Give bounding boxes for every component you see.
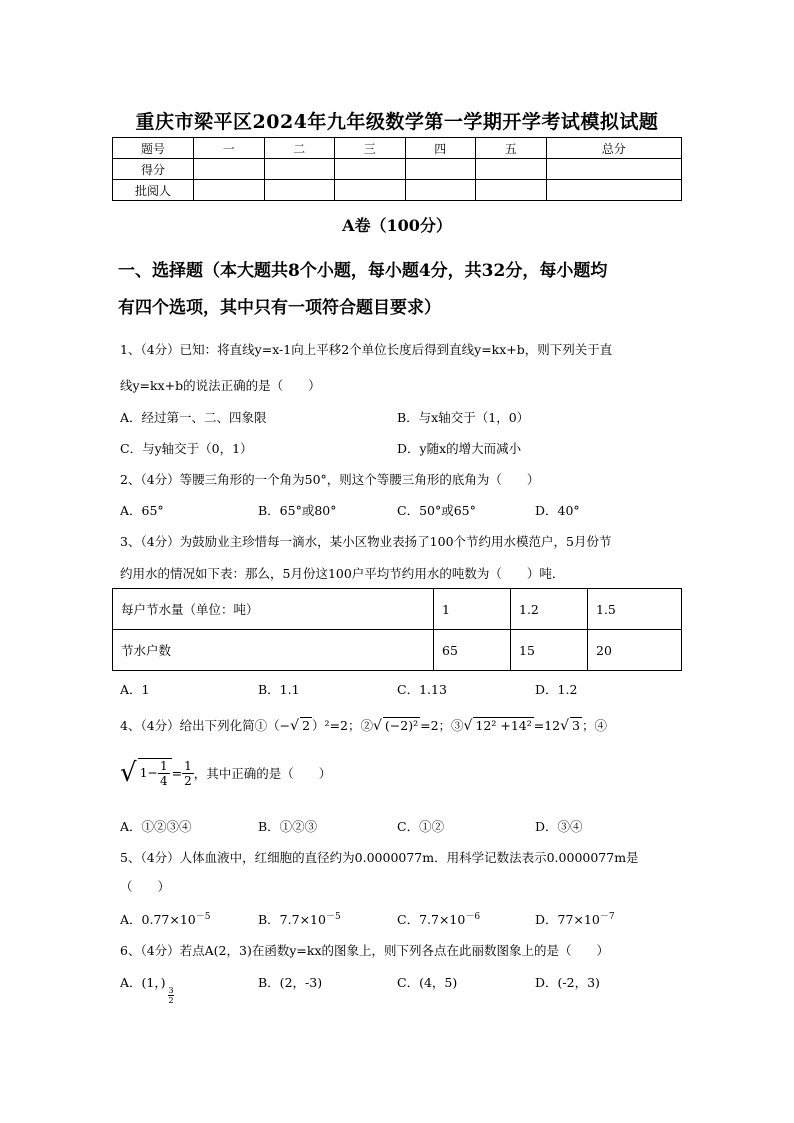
score-cell xyxy=(476,180,547,201)
score-cell xyxy=(546,180,682,201)
q2-option-d: D．40° xyxy=(535,503,580,518)
q6-small-fraction xyxy=(168,986,174,1005)
score-cell xyxy=(194,180,265,201)
score-cell xyxy=(335,159,406,180)
score-cell xyxy=(264,159,335,180)
score-cell xyxy=(194,159,265,180)
score-header-cell: 一 xyxy=(194,138,265,159)
water-table-row xyxy=(113,589,682,630)
fraction-numerator: 1 xyxy=(184,758,192,773)
q5-option-text: D．77×10 xyxy=(535,912,600,928)
score-cell xyxy=(405,180,476,201)
score-table-row xyxy=(113,180,682,201)
q4-text: = xyxy=(171,765,183,781)
q5-stem-line-2: （ ） xyxy=(120,879,171,894)
section-heading-line-2: 有四个选项，其中只有一项符合题目要求） xyxy=(118,298,441,318)
q4-option-a: A．①②③④ xyxy=(120,819,192,834)
score-header-cell: 五 xyxy=(476,138,547,159)
q2-option-a: A．65° xyxy=(120,503,164,518)
section-a-heading: A卷（100分） xyxy=(342,216,452,235)
radical-icon: √ xyxy=(463,718,473,734)
q5-option-b xyxy=(258,909,341,928)
score-table-header-row xyxy=(113,138,682,159)
q5-exponent: －5 xyxy=(195,912,211,922)
q6-option-c: C．(4，5) xyxy=(397,975,458,990)
q5-stem-line-1: 5、（4分）人体血液中，红细胞的直径约为0.0000077m．用科学记数法表示0.0000077m是 xyxy=(120,850,639,865)
fraction-denominator: 2 xyxy=(184,773,192,788)
water-table-row xyxy=(113,630,682,671)
water-saving-table xyxy=(112,588,682,671)
q4-radicand: 3 xyxy=(572,718,580,733)
q3-option-d: D．1.2 xyxy=(535,682,578,697)
q1-option-c: C．与y轴交于（0，1） xyxy=(120,441,253,456)
q1-option-d: D．y随x的增大而减小 xyxy=(397,441,522,456)
fraction-numerator: 3 xyxy=(168,986,174,995)
section-heading-line-1: 一、选择题（本大题共8个小题，每小题4分，共32分，每小题均 xyxy=(118,261,608,281)
q4-stem-line-2 xyxy=(120,758,331,788)
water-table-cell: 1 xyxy=(434,589,511,630)
q4-option-c: C．①② xyxy=(397,819,445,834)
fraction xyxy=(158,759,170,788)
q5-option-text: B．7.7×10 xyxy=(258,912,326,928)
water-table-cell: 1.2 xyxy=(511,589,588,630)
score-header-cell: 题号 xyxy=(113,138,194,159)
q4-radicand xyxy=(138,758,172,788)
q3-option-a: A．1 xyxy=(120,682,150,697)
q4-text: 1− xyxy=(139,765,159,780)
radical-icon: √ xyxy=(120,758,137,788)
q5-exponent: －7 xyxy=(599,912,615,922)
q4-text: =12 xyxy=(533,718,561,733)
water-table-cell: 节水户数 xyxy=(113,630,434,671)
q4-text: 4、（4分）给出下列化简①（− xyxy=(120,718,291,733)
score-header-cell: 四 xyxy=(405,138,476,159)
score-cell xyxy=(335,180,406,201)
score-cell xyxy=(546,159,682,180)
q4-radicand: (−2)² xyxy=(384,718,419,733)
q6-stem: 6、（4分）若点A(2，3)在函数y=kx的图象上，则下列各点在此丽数图象上的是（ ） xyxy=(120,943,610,958)
q5-option-text: A．0.77×10 xyxy=(120,912,196,928)
fraction-numerator: 1 xyxy=(160,759,168,773)
score-table-row xyxy=(113,159,682,180)
score-table xyxy=(112,137,682,201)
score-cell xyxy=(264,180,335,201)
q4-radicand: 2 xyxy=(302,718,311,733)
q4-text: ，其中正确的是（ ） xyxy=(193,766,332,781)
q3-option-c: C．1.13 xyxy=(397,682,447,697)
water-table-cell: 每户节水量（单位：吨） xyxy=(113,589,434,630)
q1-stem-line-2: 线y=kx+b的说法正确的是（ ） xyxy=(120,378,321,393)
q6-option-a xyxy=(120,973,166,991)
q4-text: =2；③ xyxy=(420,718,464,733)
q6-option-text: A．(1， xyxy=(120,975,161,990)
q4-option-b: B．①②③ xyxy=(258,819,318,834)
q1-option-b: B．与x轴交于（1，0） xyxy=(397,410,530,425)
q6-option-text: ) xyxy=(160,975,166,990)
q6-option-b: B．(2，-3) xyxy=(258,975,323,990)
q1-stem-line-1: 1、（4分）已知：将直线y=x-1向上平移2个单位长度后得到直线y=kx+b，则下列关于直 xyxy=(120,342,613,357)
q4-text: ；④ xyxy=(582,718,608,733)
score-header-cell: 总分 xyxy=(546,138,682,159)
score-header-cell: 三 xyxy=(335,138,406,159)
q6-option-d: D．(-2，3) xyxy=(535,975,600,990)
q5-option-c xyxy=(397,909,480,928)
q2-option-b: B．65°或80° xyxy=(258,503,337,518)
radical-icon: √ xyxy=(290,718,300,734)
q3-option-b: B．1.1 xyxy=(258,682,300,697)
score-header-cell: 二 xyxy=(264,138,335,159)
score-row-label: 得分 xyxy=(113,159,194,180)
q4-radicand: 12² +14² xyxy=(475,718,532,733)
q5-exponent: －6 xyxy=(465,912,481,922)
q4-text: ）²=2；② xyxy=(312,718,373,733)
score-row-label: 批阅人 xyxy=(113,180,194,201)
page-title: 重庆市梁平区2024年九年级数学第一学期开学考试模拟试题 xyxy=(135,111,659,133)
water-table-cell: 65 xyxy=(434,630,511,671)
q2-stem: 2、（4分）等腰三角形的一个角为50°，则这个等腰三角形的底角为（ ） xyxy=(120,472,540,487)
q5-option-d xyxy=(535,909,615,928)
q1-option-a: A．经过第一、二、四象限 xyxy=(120,410,267,425)
fraction xyxy=(182,759,194,788)
q5-option-a xyxy=(120,909,210,928)
water-table-cell: 1.5 xyxy=(588,589,682,630)
q5-exponent: －5 xyxy=(325,912,341,922)
q5-option-text: C．7.7×10 xyxy=(397,912,466,928)
q4-stem-line-1 xyxy=(120,716,607,734)
radical-icon: √ xyxy=(372,718,382,734)
q3-stem-line-1: 3、（4分）为鼓励业主珍惜每一滴水，某小区物业表扬了100个节约用水模范户，5月份节 xyxy=(120,534,612,549)
radical-icon: √ xyxy=(560,718,570,734)
water-table-cell: 15 xyxy=(511,630,588,671)
fraction-denominator: 2 xyxy=(168,996,174,1005)
score-cell xyxy=(476,159,547,180)
q2-option-c: C．50°或65° xyxy=(397,503,476,518)
score-cell xyxy=(405,159,476,180)
fraction-denominator: 4 xyxy=(160,774,168,788)
q4-option-d: D．③④ xyxy=(535,819,583,834)
q3-stem-line-2: 约用水的情况如下表：那么，5月份这100户平均节约用水的吨数为（ ）吨． xyxy=(120,566,565,581)
water-table-cell: 20 xyxy=(588,630,682,671)
